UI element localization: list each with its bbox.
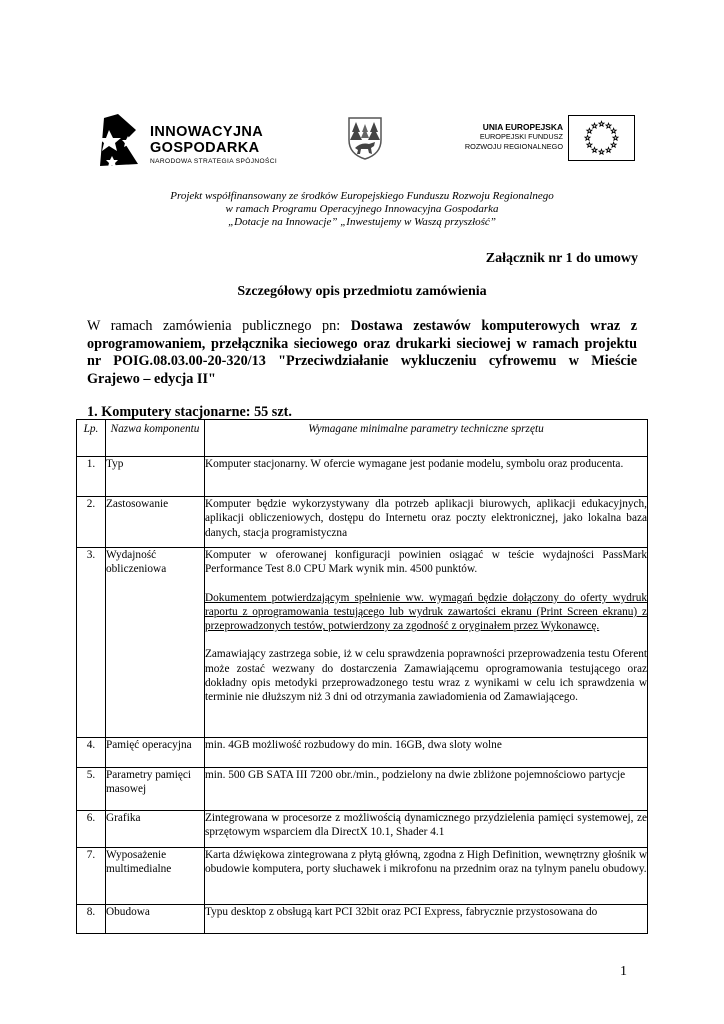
header-component-name: Nazwa komponentu bbox=[106, 420, 205, 457]
document-title: Szczegółowy opis przedmiotu zamówienia bbox=[237, 284, 487, 299]
row-component-name: Wydajność obliczeniowa bbox=[106, 548, 205, 738]
table-row bbox=[77, 457, 648, 497]
section-heading: 1. Komputery stacjonarne: 55 szt. bbox=[87, 404, 292, 420]
requirement-paragraph: Komputer w oferowanej konfiguracji powinien osiągać w teście wydajności PassMark Performance Test 8.0 CPU Mark wynik min. 4500 punktów. bbox=[205, 549, 647, 576]
row-requirements: Typu desktop z obsługą kart PCI 32bit oraz PCI Express, fabrycznie przystosowana do bbox=[205, 905, 648, 934]
table-row bbox=[77, 848, 648, 905]
funding-note-line2: w ramach Programu Operacyjnego Innowacyjna Gospodarka bbox=[225, 203, 499, 215]
eu-logo-line2: EUROPEJSKI FUNDUSZ bbox=[479, 132, 563, 141]
eu-star-icon bbox=[592, 148, 597, 153]
row-lp: 4. bbox=[77, 738, 106, 768]
eu-flag-icon bbox=[568, 115, 635, 161]
row-lp: 6. bbox=[77, 811, 106, 848]
eu-star-icon bbox=[587, 128, 592, 133]
row-component-name: Zastosowanie bbox=[106, 497, 205, 548]
eu-star-icon bbox=[606, 148, 611, 153]
header-requirements: Wymagane minimalne parametry techniczne sprzętu bbox=[205, 420, 648, 457]
row-requirements: Zintegrowana w procesorze z możliwością dynamicznego przydzielenia pamięci systemowej, ze sprzętowym wsparciem dla DirectX 10.1, Shader 4.1 bbox=[205, 811, 648, 848]
lead-prefix: W ramach zamówienia publicznego pn: bbox=[87, 318, 351, 334]
table-row bbox=[77, 738, 648, 768]
row-requirements bbox=[205, 548, 648, 738]
row-requirements: Komputer stacjonarny. W ofercie wymagane jest podanie modelu, symbolu oraz producenta. bbox=[205, 457, 648, 497]
row-component-name: Wyposażenie multimedialne bbox=[106, 848, 205, 905]
ig-logo-line3: NARODOWA STRATEGIA SPÓJNOŚCI bbox=[150, 158, 278, 165]
ig-logo-line2: GOSPODARKA bbox=[150, 140, 260, 156]
innowacyjna-gospodarka-logo bbox=[98, 112, 298, 172]
row-requirements: min. 4GB możliwość rozbudowy do min. 16GB, dwa sloty wolne bbox=[205, 738, 648, 768]
table-row bbox=[77, 905, 648, 934]
eu-star-icon bbox=[585, 135, 590, 140]
specification-table bbox=[76, 419, 648, 934]
coat-of-arms-icon bbox=[347, 116, 383, 160]
funding-note-line1: Projekt współfinansowany ze środków Europejskiego Funduszu Rozwoju Regionalnego bbox=[170, 190, 554, 202]
requirement-proof-paragraph: Dokumentem potwierdzającym spełnienie ww. wymagań będzie dołączony do oferty wydruk raportu z oprogramowania testującego lub wydruk zawartości ekranu (Print Screen ekranu) z przeprowadzonych testów, potwierdzony za zgodność z oryginałem przez Wykonawcę. bbox=[205, 591, 647, 633]
eu-star-icon bbox=[606, 123, 611, 128]
eu-logo-line1: UNIA EUROPEJSKA bbox=[482, 122, 563, 132]
row-lp: 1. bbox=[77, 457, 106, 497]
table-row bbox=[77, 548, 648, 738]
eu-star-icon bbox=[613, 135, 618, 140]
row-component-name: Parametry pamięci masowej bbox=[106, 768, 205, 811]
row-lp: 8. bbox=[77, 905, 106, 934]
funding-note bbox=[80, 190, 644, 229]
row-lp: 7. bbox=[77, 848, 106, 905]
row-lp: 2. bbox=[77, 497, 106, 548]
header-lp: Lp. bbox=[77, 420, 106, 457]
lead-paragraph bbox=[87, 318, 637, 388]
funding-note-line3: „Dotacje na Innowacje” „Inwestujemy w Waszą przyszłość” bbox=[228, 216, 496, 228]
row-component-name: Typ bbox=[106, 457, 205, 497]
row-requirements: Komputer będzie wykorzystywany dla potrzeb aplikacji biurowych, aplikacji edukacyjnych, aplikacji obliczeniowych, dostępu do Internetu oraz poczty elektronicznej, jako lokalna baza danych, stacja programistyczna bbox=[205, 497, 648, 548]
table-row bbox=[77, 768, 648, 811]
eu-star-icon bbox=[599, 149, 604, 154]
table-row bbox=[77, 497, 648, 548]
table-row bbox=[77, 811, 648, 848]
eu-star-icon bbox=[599, 121, 604, 126]
eu-logo-line3: ROZWOJU REGIONALNEGO bbox=[464, 142, 563, 151]
row-lp: 3. bbox=[77, 548, 106, 738]
row-requirements: min. 500 GB SATA III 7200 obr./min., podzielony na dwie zbliżone pojemnościowo partycje bbox=[205, 768, 648, 811]
page-number: 1 bbox=[620, 964, 627, 979]
row-component-name: Pamięć operacyjna bbox=[106, 738, 205, 768]
innowacyjna-gospodarka-emblem-icon bbox=[98, 112, 142, 168]
eu-star-icon bbox=[611, 142, 616, 147]
row-component-name: Grafika bbox=[106, 811, 205, 848]
annex-label: Załącznik nr 1 do umowy bbox=[485, 251, 638, 266]
eu-star-icon bbox=[592, 123, 597, 128]
eu-logo-text bbox=[445, 122, 563, 152]
requirement-verification-paragraph: Zamawiający zastrzega sobie, iż w celu sprawdzenia poprawności przeprowadzenia testu Oferent może zostać wezwany do dostarczenia Zamawiającemu oprogramowania testującego oraz dokładny opis metodyki przeprowadzonego testu wraz z wynikami w celu ich sprawdzenia w terminie nie dłuższym niż 3 dni od otrzymania zawiadomienia od Zamawiającego. bbox=[205, 648, 647, 704]
row-lp: 5. bbox=[77, 768, 106, 811]
eu-star-icon bbox=[611, 128, 616, 133]
ig-logo-line1: INNOWACYJNA bbox=[150, 124, 264, 140]
eu-star-icon bbox=[587, 142, 592, 147]
row-requirements: Karta dźwiękowa zintegrowana z płytą główną, zgodna z High Definition, wewnętrzny głośnik w obudowie komputera, porty słuchawek i mikrofonu na przednim oraz na tylnym panelu obudowy. bbox=[205, 848, 648, 905]
table-header-row bbox=[77, 420, 648, 457]
lead-contract-name: Dostawa zestawów komputerowych wraz z oprogramowaniem, przełącznika sieciowego oraz drukarki sieciowej w ramach projektu nr POIG.08.03.00-20-320/13 "Przeciwdziałanie wykluczeniu cyfrowemu w Mieście Grajewo – edycja II" bbox=[87, 318, 637, 387]
row-component-name: Obudowa bbox=[106, 905, 205, 934]
